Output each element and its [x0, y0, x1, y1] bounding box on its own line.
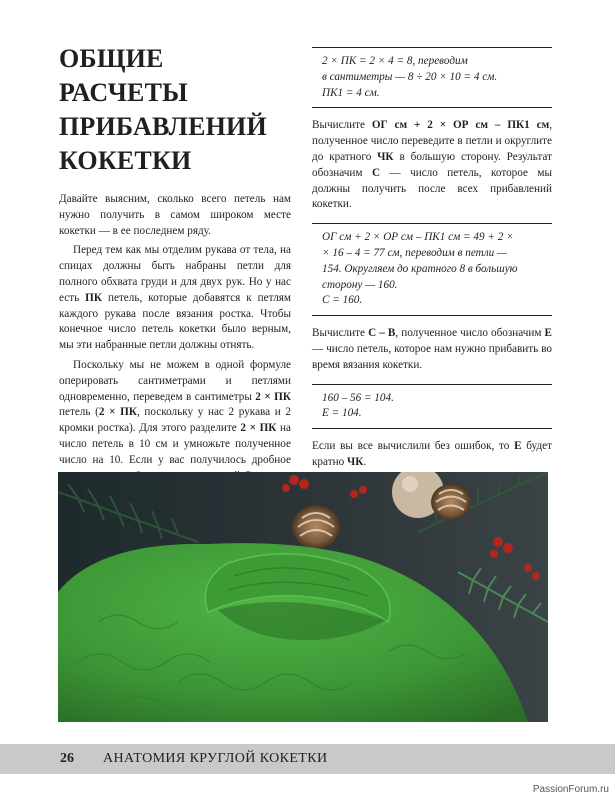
- formula-example-pk1: [312, 48, 552, 107]
- term-c: С: [371, 166, 381, 179]
- text-run: петель (: [59, 406, 99, 419]
- term-2pk: 2 × ПК: [240, 422, 277, 435]
- text-run: , поскольку у нас 2 рукава и 2 кромки ростка). Для этого разделите: [59, 406, 291, 435]
- formula-line: сторону — 160.: [322, 278, 398, 291]
- text-run: Если вы все вычислили без ошибок, то: [312, 440, 515, 453]
- right-column: [312, 47, 552, 481]
- term-chk: ЧК: [377, 150, 394, 163]
- text-run: будет кратно: [312, 440, 552, 468]
- term-2pk: 2 × ПК: [255, 390, 291, 403]
- formula-example-e: [312, 385, 552, 429]
- text-run: Вычислите: [312, 119, 372, 132]
- formula-line: 160 – 56 = 104.: [322, 391, 394, 404]
- term-pk: ПК: [85, 291, 102, 304]
- watermark: PassionForum.ru: [532, 784, 609, 795]
- left-column: [59, 42, 291, 500]
- formula-line: × 16 – 4 = 77 см, переводим в петли —: [322, 246, 507, 259]
- text-run: в большую сторону. Результат обозначим: [312, 150, 552, 179]
- text-run: Вычислите: [312, 327, 369, 340]
- term-e: Е: [514, 440, 522, 453]
- text-run: , полученное число переведите в петли и округлите до кратного: [312, 119, 552, 163]
- text-run: , полученное число обозначим: [395, 327, 545, 340]
- formula-line: в сантиметры — 8 ÷ 20 × 10 = 4 см.: [322, 70, 498, 83]
- text-run: петель, которые добавятся к петлям каждого рукава после вязания ростка. Чтобы конечное число петель кокетки было верным, мы эти набранные петли должны отнять.: [59, 291, 291, 352]
- sweater-photo: [58, 472, 548, 722]
- paragraph-compute-e: [312, 316, 552, 383]
- title-line-3: КОКЕТКИ: [59, 146, 192, 175]
- formula-line: 2 × ПК = 2 × 4 = 8, переводим: [322, 55, 468, 67]
- title-line-2: ПРИБАВЛЕНИЙ: [59, 112, 267, 141]
- formula-example-c: [312, 224, 552, 315]
- formula-line: ПК1 = 4 см.: [322, 86, 380, 99]
- title-line-1: ОБЩИЕ РАСЧЕТЫ: [59, 44, 188, 107]
- text-run: Поскольку мы не можем в одной формуле оперировать сантиметрами и петлями одновременно, переведем в сантиметры: [59, 358, 291, 403]
- page-number: 26: [60, 751, 74, 766]
- page-title: [59, 42, 291, 178]
- text-run: — число петель, которое нам нужно прибавить во время вязания кокетки.: [312, 342, 552, 371]
- paragraph-compute-c: [312, 108, 552, 223]
- sweater-photo-illustration: [58, 472, 548, 722]
- pine-cone-icon: [292, 505, 340, 549]
- term-chk: ЧК: [346, 455, 364, 468]
- term-formula: ОГ см + 2 × ОР см – ПК1 см: [371, 119, 550, 132]
- term-2pk: 2 × ПК: [98, 406, 137, 419]
- section-title: АНАТОМИЯ КРУГЛОЙ КОКЕТКИ: [103, 751, 328, 766]
- text-run: — число петель, которое мы должны получить после всех прибавлений кокетки.: [312, 166, 552, 211]
- paragraph-raglan-stitches: [59, 243, 291, 354]
- text-run: на число петель в 10 см и умножьте полученное число на 10. Если у вас получилось дробное: [59, 422, 291, 466]
- formula-line: С = 160.: [322, 294, 363, 307]
- text-run: Перед тем как мы отделим рукава от тела, на спицах должны быть набраны петли для полного обхвата груди и для двух рук. Но у нас есть: [59, 244, 291, 304]
- text-run: .: [363, 455, 367, 468]
- footer-band: [0, 744, 615, 774]
- pine-cone-icon: [431, 484, 471, 520]
- formula-line: Е = 104.: [322, 407, 362, 420]
- intro-paragraph: Давайте выясним, сколько всего петель нам нужно получить в самом широком месте кокетки — в ее последнем ряду.: [59, 193, 291, 237]
- term-c-minus-b: С – В: [368, 327, 396, 340]
- term-e: Е: [544, 327, 553, 340]
- formula-line: 154. Округляем до кратного 8 в большую: [322, 262, 518, 275]
- formula-line: ОГ см + 2 × ОР см – ПК1 см = 49 + 2 ×: [322, 231, 514, 244]
